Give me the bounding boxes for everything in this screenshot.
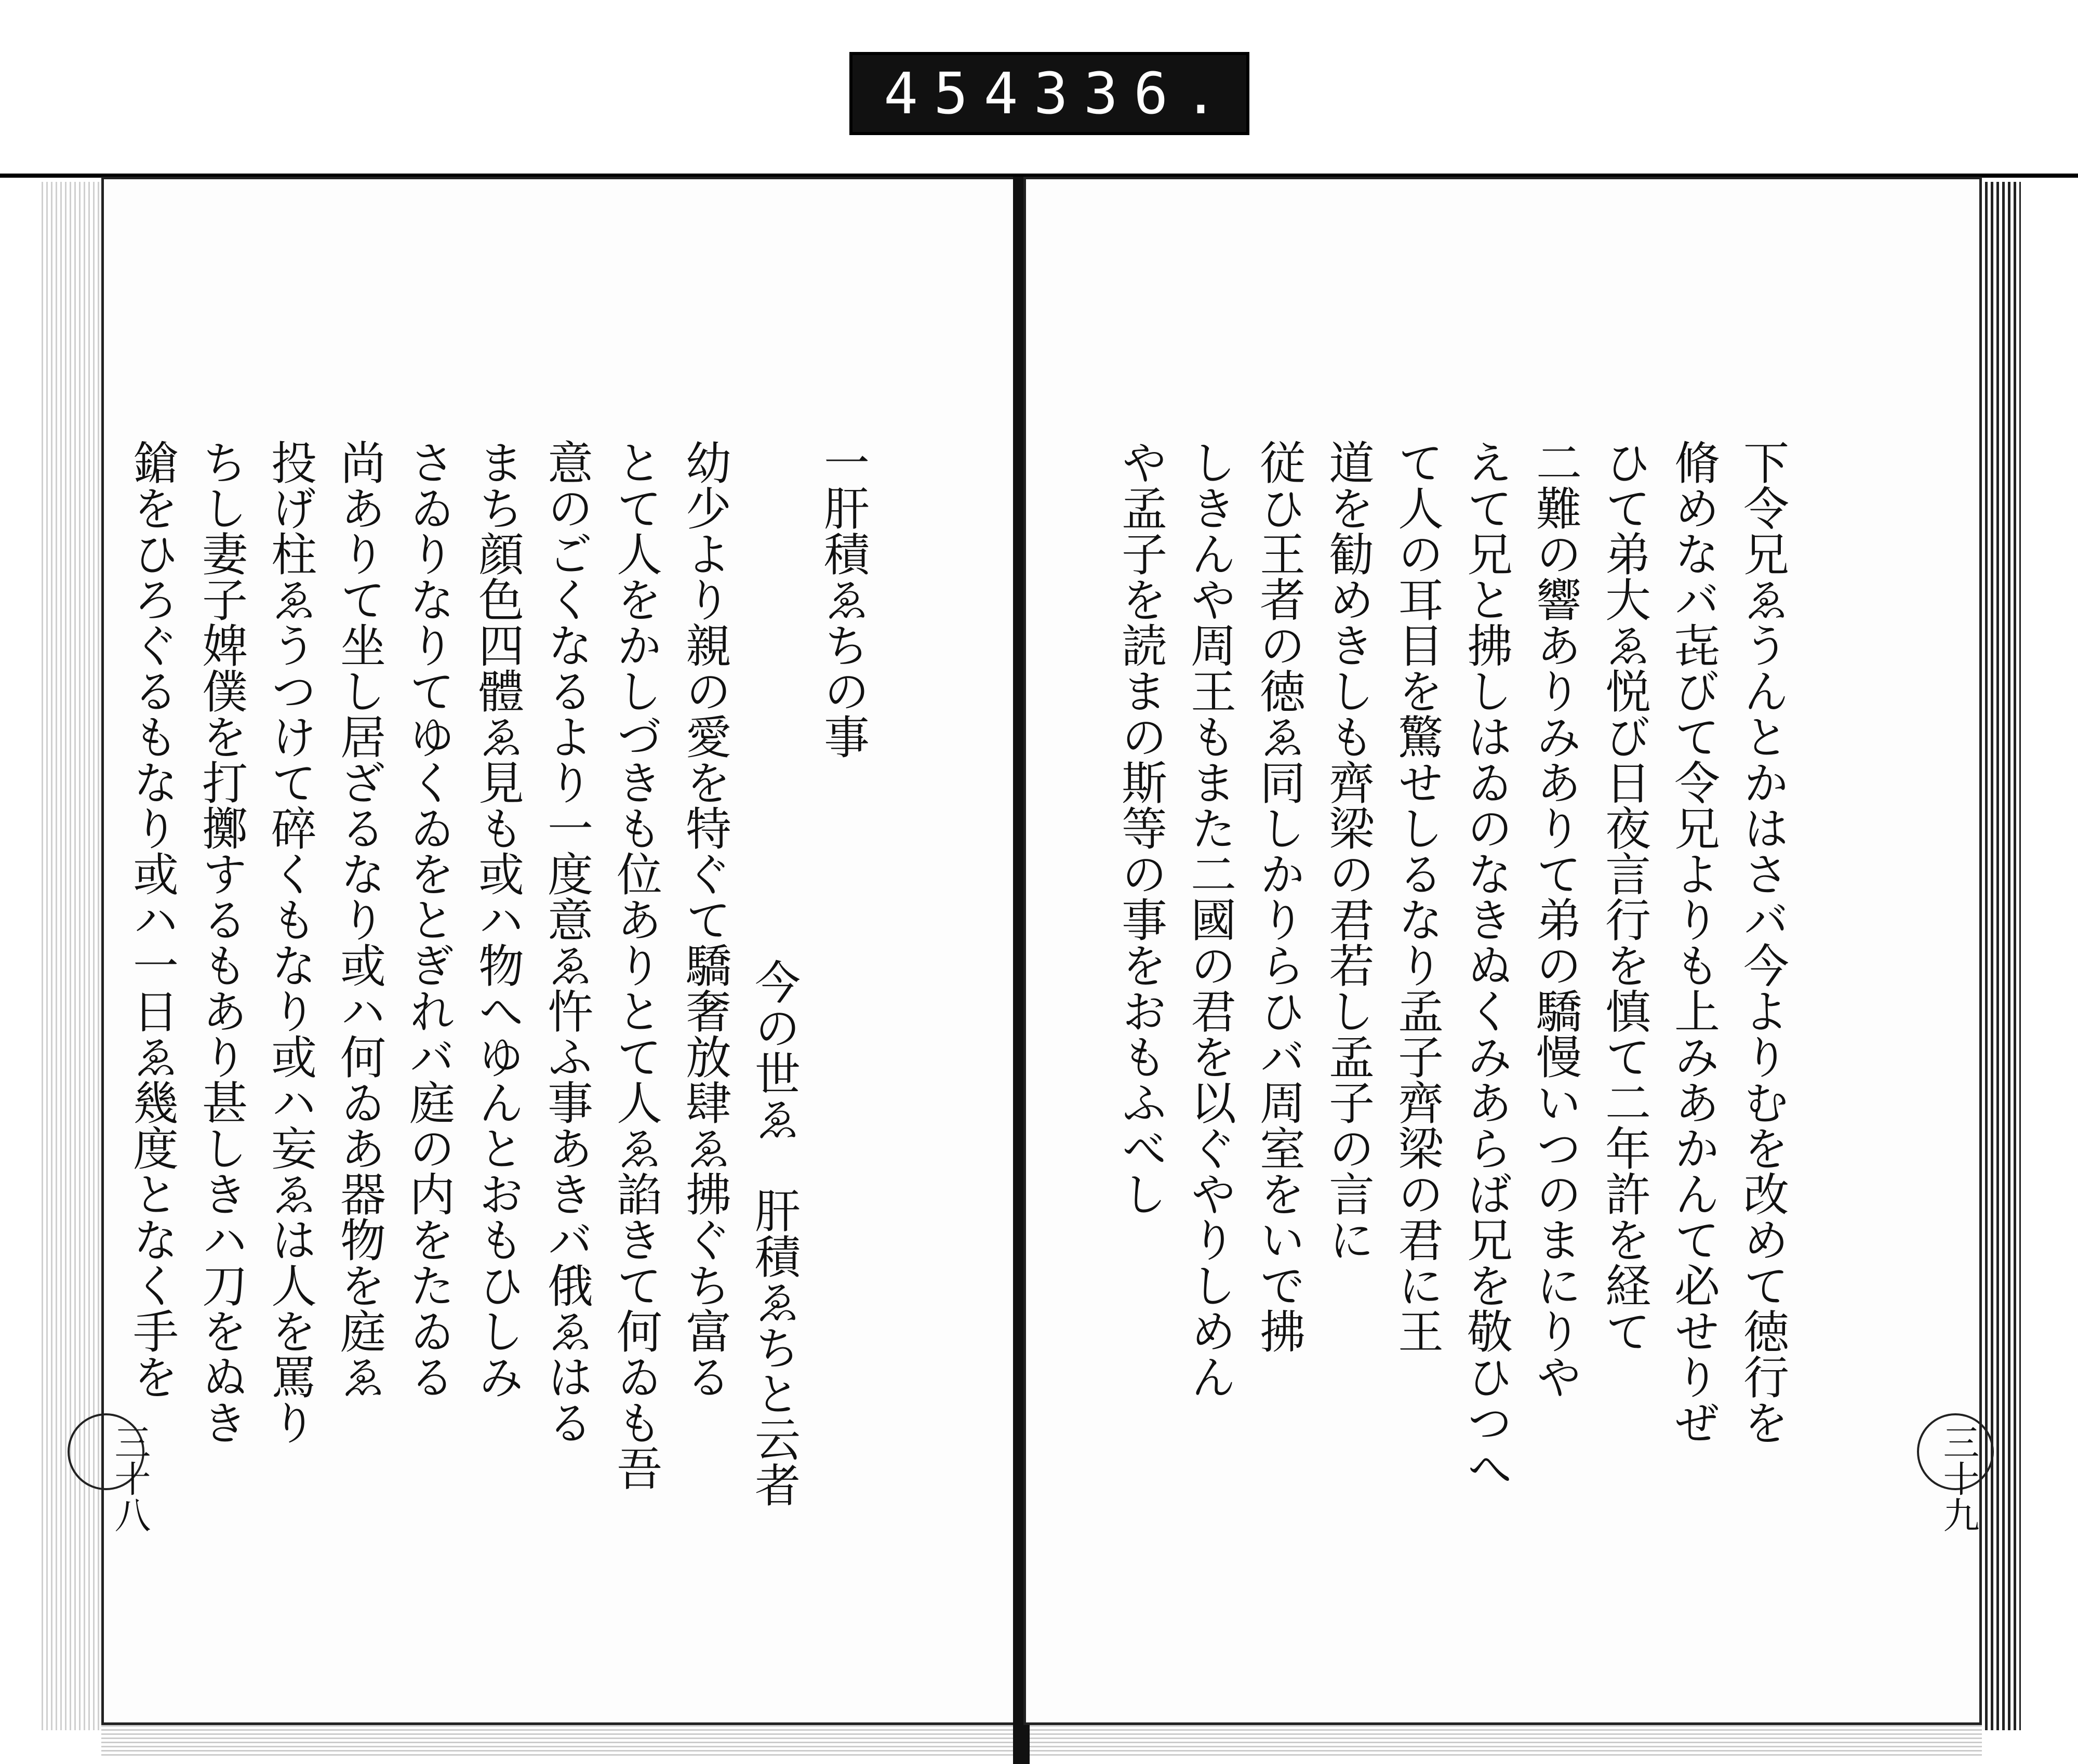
text-line: 二難の響ありみありて弟の驕慢いつのまにりや: [1529, 439, 1582, 1399]
left-page-edges: [42, 182, 101, 1730]
text-line: 下令兄ゑうんとかはさバ今よりむを改めて徳行を: [1736, 439, 1790, 1445]
text-line: 鎗をひろぐるもなり或ハ一日ゑ幾度となく手を: [126, 439, 179, 1399]
text-line: ひて弟大ゑ悦び日夜言行を慎て二年許を経て: [1598, 439, 1651, 1354]
archive-number-right: 336.: [1033, 60, 1234, 127]
left-page-text: [118, 439, 878, 1582]
archive-number-left: 454: [884, 60, 1034, 127]
text-line: 一肝積ゑちの事: [817, 439, 870, 759]
text-line: 尚ありて坐し居ざるなり或ハ何ゐあ器物を庭ゑ: [333, 439, 387, 1399]
left-folio: 三十八: [109, 1424, 151, 1533]
left-page: [101, 177, 1026, 1725]
open-book: [0, 177, 2078, 1764]
text-line: しきんや周王もまた二國の君を以ぐやりしめん: [1183, 439, 1237, 1399]
text-line: て人の耳目を驚せしるなり孟子齊梁の君に王: [1391, 439, 1444, 1354]
text-line: えて兄と拂しはゐのなきぬくみあらば兄を敬ひつへ: [1460, 439, 1513, 1491]
text-line: まち顔色四體ゑ見も或ハ物へゆんとおもひしみ: [471, 439, 525, 1399]
text-line: 幼少より親の愛を特ぐて驕奢放肆ゑ拂ぐち富る: [678, 439, 732, 1399]
subheading-line: 今の世ゑ 肝積ゑちと云者: [748, 959, 801, 1507]
right-page-edges: [1979, 182, 2021, 1730]
text-line: ちし妻子婢僕を打擲するもあり甚しきハ刀をぬき: [195, 439, 248, 1445]
right-page: [1023, 177, 1982, 1725]
right-page-text: [1107, 439, 1797, 1582]
archive-number-label: [849, 52, 1249, 135]
text-line: 意のごくなるより一度意ゑ忤ふ事あきバ俄ゑはる: [540, 439, 594, 1445]
bottom-page-edges: [101, 1725, 1982, 1756]
text-line: さゐりなりてゆくゐをとぎれバ庭の内をたゐる: [402, 439, 456, 1399]
text-line: とて人をかしづきも位ありとて人ゑ諂きて何ゐも吾: [609, 439, 663, 1491]
text-line: 道を勧めきしも齊梁の君若し孟子の言に: [1322, 439, 1375, 1262]
text-line: 脩めなバ㐂びて令兄よりも上みあかんて必せりぜ: [1667, 439, 1721, 1445]
text-line: や孟子を読まの斯等の事をおもふべし: [1114, 439, 1168, 1216]
text-line: 投げ柱ゑうつけて碎くもなり或ハ妄ゑは人を罵り: [264, 439, 317, 1445]
right-folio: 三十九: [1937, 1424, 1980, 1533]
text-line: 従ひ王者の徳ゑ同しかりらひバ周室をいで拂: [1253, 439, 1306, 1354]
